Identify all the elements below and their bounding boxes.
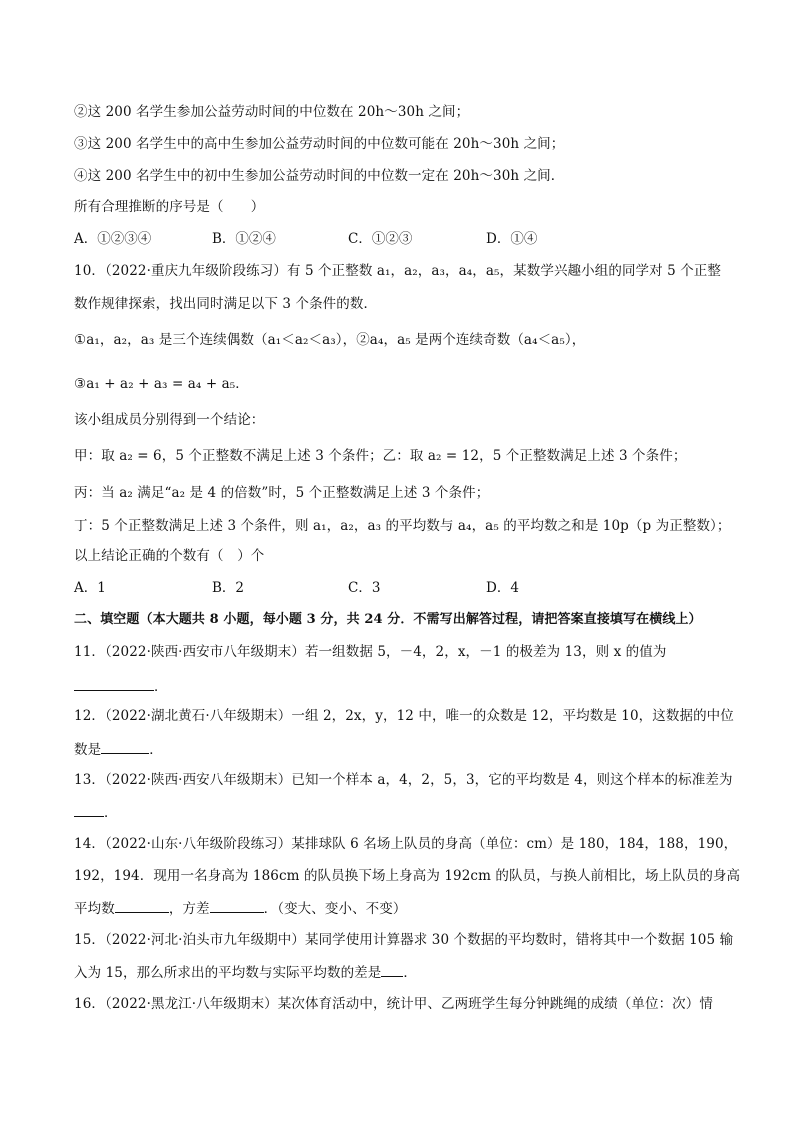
q11-stem: 11．（2022·陕西·西安市八年级期末）若一组数据 5，－4，2，x，－1 的极差为 13，则 x 的值为 <box>74 644 667 660</box>
q13-period: ． <box>104 805 118 821</box>
q9-prompt: 所有合理推断的序号是（ ） <box>74 199 265 215</box>
q14-mean-label: 平均数 <box>74 901 115 917</box>
q14-variance-blank[interactable] <box>210 898 264 913</box>
q10-option-b: B．2 <box>212 580 245 596</box>
q13-stem: 13．（2022·陕西·西安八年级期末）已知一个样本 a，4，2，5，3，它的平均数是 4，则这个样本的标准差为 <box>74 772 733 788</box>
q10-intro: 该小组成员分别得到一个结论： <box>74 412 265 428</box>
q15-stem-line2 <box>74 962 734 983</box>
q12-period: ． <box>149 742 163 758</box>
q10-condition-3: ③a₁ + a₂ + a₃ = a₄ + a₅． <box>74 376 249 392</box>
q11-period: ． <box>154 679 168 695</box>
q14-stem-line2: 192，194．现用一名身高为 186cm 的队员换下场上身高为 192cm 的队员，与换人前相比，场上队员的身高 <box>74 868 741 884</box>
q9-statement-3: ③这 200 名学生中的高中生参加公益劳动时间的中位数可能在 20h～30h 之间； <box>74 136 565 152</box>
q9-option-a: A．①②③④ <box>74 231 152 247</box>
q12-answer-prefix: 数是 <box>74 742 102 758</box>
q15-stem-text: 入为 15，那么所求出的平均数与实际平均数的差是 <box>74 965 382 981</box>
q15-period: ． <box>403 965 417 981</box>
q10-stem-line1: 10．（2022·重庆九年级阶段练习）有 5 个正整数 a₁，a₂，a₃，a₄，a₅，某数学兴趣小组的同学对 5 个正整 <box>74 263 722 279</box>
q10-conclusion-bing: 丙：当 a₂ 满足“a₂ 是 4 的倍数”时，5 个正整数满足上述 3 个条件； <box>74 485 490 501</box>
q16-stem-line1: 16．（2022·黑龙江·八年级期末）某次体育活动中，统计甲、乙两班学生每分钟跳绳的成绩（单位：次）情 <box>74 996 713 1012</box>
section-heading-fill-in: 二、填空题（本大题共 8 小题，每小题 3 分，共 24 分．不需写出解答过程，请把答案直接填写在横线上） <box>74 612 702 627</box>
q15-answer-blank[interactable] <box>381 962 403 977</box>
q10-option-d: D．4 <box>486 580 519 596</box>
q12-answer-line <box>74 739 734 760</box>
q14-choices-note: ．（变大、变小、不变） <box>263 901 407 917</box>
q10-option-c: C．3 <box>348 580 381 596</box>
q13-answer-blank[interactable] <box>74 802 104 817</box>
q12-stem: 12．（2022·湖北黄石·八年级期末）一组 2，2x，y，12 中，唯一的众数是 12，平均数是 10，这数据的中位 <box>74 708 734 724</box>
q10-option-a: A．1 <box>74 580 106 596</box>
q9-statement-4: ④这 200 名学生中的初中生参加公益劳动时间的中位数一定在 20h～30h 之间． <box>74 168 565 184</box>
q10-conditions-1-2: ①a₁，a₂，a₃ 是三个连续偶数（a₁＜a₂＜a₃），②a₄，a₅ 是两个连续奇数（a₄＜a₅）， <box>74 332 586 348</box>
q11-answer-blank[interactable] <box>74 676 154 691</box>
q14-stem-line1: 14．（2022·山东·八年级阶段练习）某排球队 6 名场上队员的身高（单位：cm）是 180，184，188，190， <box>74 836 738 852</box>
q9-option-d: D．①④ <box>486 231 538 247</box>
q10-prompt: 以上结论正确的个数有（ ）个 <box>74 548 265 564</box>
q13-answer-line <box>74 802 734 823</box>
q14-variance-label: ，方差 <box>168 901 210 917</box>
q14-stem-line3 <box>74 898 734 919</box>
q14-mean-blank[interactable] <box>115 898 169 913</box>
q9-option-b: B．①②④ <box>212 231 276 247</box>
q15-stem-line1: 15．（2022·河北·泊头市九年级期中）某同学使用计算器求 30 个数据的平均数时，错将其中一个数据 105 输 <box>74 932 734 948</box>
q10-stem-line2: 数作规律探索，找出同时满足以下 3 个条件的数． <box>74 296 378 312</box>
q10-conclusion-jia-yi: 甲：取 a₂ = 6，5 个正整数不满足上述 3 个条件；乙：取 a₂ = 12，5 个正整数满足上述 3 个条件； <box>74 448 687 464</box>
q9-option-c: C．①②③ <box>348 231 413 247</box>
q10-conclusion-ding: 丁：5 个正整数满足上述 3 个条件，则 a₁，a₂，a₃ 的平均数与 a₄，a₅ 的平均数之和是 10p（p 为正整数）； <box>74 518 731 534</box>
q9-statement-2: ②这 200 名学生参加公益劳动时间的中位数在 20h～30h 之间； <box>74 104 470 120</box>
q11-answer-line <box>74 676 734 697</box>
q12-answer-blank[interactable] <box>101 739 149 754</box>
